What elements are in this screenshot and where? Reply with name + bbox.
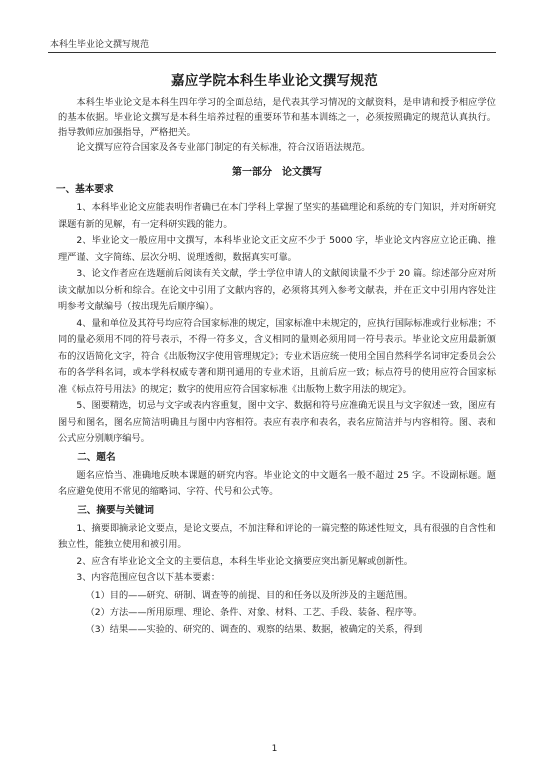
document-title: 嘉应学院本科生毕业论文撰写规范 (171, 73, 378, 89)
document-body (58, 95, 496, 638)
page-number: 1 (271, 744, 278, 754)
header-rule (48, 52, 496, 53)
intro-paragraph: 本科生毕业论文是本科生四年学习的全面总结，是代表其学习情况的文献资料，是申请和授予相应学位的基本依据。毕业论文撰写是本科生培养过程的重要环节和基本训练之一，必须按照确定的规范认真执行。指导教师应加强指导，严格把关。 (58, 97, 496, 138)
body-paragraph: 题名应恰当、准确地反映本课题的研究内容。毕业论文的中文题名一般不超过 25 字。不设副标题。题名应避免使用不常见的缩略词、字符、代号和公式等。 (58, 469, 496, 497)
body-paragraph: 5、图要精选，切忌与文字或表内容重复，图中文字、数据和符号应准确无误且与文字叙述一致，图应有图号和图名，图名应简洁明确且与图中内容相符。表应有表序和表名，表名应简洁并与内容相符。图、表和公式应分别顺序编号。 (58, 400, 496, 444)
body-paragraph: 3、论文作者应在选题前后阅读有关文献，学士学位申请人的文献阅读量不少于 20 篇。综述部分应对所读文献加以分析和综合。在论文中引用了文献内容的，必须将其列入参考文献表，并在正文中引用内容处注明参考文献编号（按出现先后顺序编）。 (58, 268, 496, 312)
list-item: （3）结果——实验的、研究的、调查的、观察的结果、数据，被确定的关系，得到 (85, 623, 423, 635)
section-heading-basic-requirements: 一、基本要求 (56, 184, 114, 195)
part-heading: 第一部分 论文撰写 (232, 167, 322, 178)
intro-paragraph: 论文撰写应符合国家及各专业部门制定的有关标准，符合汉语语法规范。 (76, 142, 371, 153)
running-header: 本科生毕业论文撰写规范 (50, 40, 150, 50)
section-heading-abstract-keywords: 三、摘要与关键词 (77, 504, 154, 516)
body-paragraph: 1、本科毕业论文应能表明作者确已在本门学科上掌握了坚实的基础理论和系统的专门知识，并对所研究课题有新的见解，有一定科研实践的能力。 (58, 202, 496, 230)
list-item: （2）方法——所用原理、理论、条件、对象、材料、工艺、手段、装备、程序等。 (85, 606, 423, 618)
section-heading-title: 二、题名 (77, 451, 116, 463)
body-paragraph: 4、量和单位及其符号均应符合国家标准的规定，国家标准中未规定的，应执行国际标准或行业标准；不同的量必须用不同的符号表示，不得一符多义，含义相同的量则必须用同一符号表示。毕业论文应用最新颁布的汉语简化文字，符合《出版物汉字使用管理规定》；专业术语应统一使用全国自然科学名词审定委员会公布的各学科名词，或本学科权威专著和期刊通用的专业术语，且前后应一致；标点符号的使用应符合国家标准《标点符号用法》的规定；数字的使用应符合国家标准《出版物上数字用法的规定》。 (58, 317, 496, 395)
body-paragraph: 3、内容范围应包含以下基本要素： (76, 572, 221, 583)
list-item: （1）目的——研究、研制、调查等的前提、目的和任务以及所涉及的主题范围。 (85, 589, 413, 601)
body-paragraph: 2、毕业论文一般应用中文撰写，本科毕业论文正文应不少于 5000 字，毕业论文内容应立论正确、推理严谨、文字简练、层次分明、说理透彻，数据真实可靠。 (58, 235, 496, 263)
body-paragraph: 1、摘要即摘录论文要点，是论文要点，不加注释和评论的一篇完整的陈述性短文，具有很强的自含性和独立性，能独立使用和被引用。 (58, 522, 496, 550)
body-paragraph: 2、应含有毕业论文全文的主要信息，本科生毕业论文摘要应突出新见解或创新性。 (76, 555, 413, 567)
